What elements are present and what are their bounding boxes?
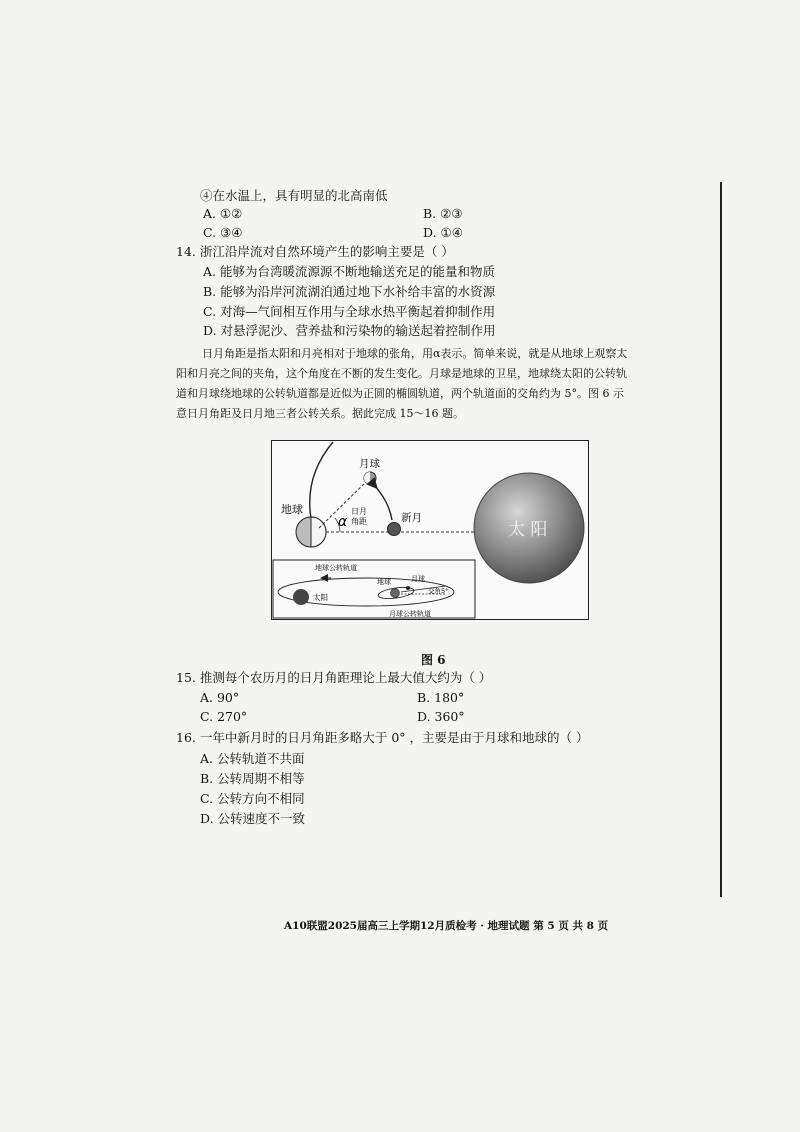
inset-earth-label: 地球 <box>377 578 391 586</box>
q14-option-b: B. 能够为沿岸河流湖泊通过地下水补给丰富的水资源 <box>203 284 496 299</box>
q13-option-d: D. ①④ <box>423 225 463 240</box>
passage-line-4: 意日月角距及日月地三者公转关系。据此完成 15～16 题。 <box>176 407 464 420</box>
sun-label: 太 阳 <box>508 520 548 540</box>
q14-option-d: D. 对悬浮泥沙、营养盐和污染物的输送起着控制作用 <box>203 323 496 338</box>
inset-moon-icon <box>406 586 410 590</box>
figure-6-diagram <box>271 440 589 620</box>
inset-earth-orbit-label: 地球公转轨道 <box>315 564 357 572</box>
q15-option-d: D. 360° <box>417 709 465 724</box>
inset-angle-label: 交角5° <box>428 587 449 595</box>
q14-option-c: C. 对海—气间相互作用与全球水热平衡起着抑制作用 <box>203 304 496 319</box>
q15-option-b: B. 180° <box>417 690 465 705</box>
inset-earth-icon <box>391 589 400 598</box>
page-footer: A10联盟2025届高三上学期12月质检考 · 地理试题 第 5 页 共 8 页 <box>284 920 609 932</box>
reading-passage <box>176 344 712 424</box>
passage-line-1: 日月角距是指太阳和月亮相对于地球的张角，用α表示。简单来说，就是从地球上观察太 <box>202 347 628 360</box>
q14-stem: 14. 浙江沿岸流对自然环境产生的影响主要是（ ） <box>176 244 454 259</box>
q16-option-a: A. 公转轨道不共面 <box>200 751 305 766</box>
q16-option-c: C. 公转方向不相同 <box>200 791 305 806</box>
q16-option-d: D. 公转速度不一致 <box>200 811 306 826</box>
q15-option-c: C. 270° <box>200 709 248 724</box>
inset-moon-orbit-label: 月球公转轨道 <box>389 610 431 618</box>
right-margin-rule <box>720 182 722 897</box>
new-moon-icon <box>388 523 401 536</box>
earth-label: 地球 <box>281 503 303 516</box>
q13-item-4: ④在水温上，具有明显的北高南低 <box>200 188 388 203</box>
alpha-symbol: α <box>338 514 348 530</box>
inset-sun-label: 太阳 <box>313 593 328 602</box>
passage-line-2: 阳和月亮之间的夹角，这个角度在不断的发生变化。月球是地球的卫星，地球绕太阳的公转轨 <box>176 367 627 380</box>
q16-stem: 16. 一年中新月时的日月角距多略大于 0° ，主要是由于月球和地球的（ ） <box>176 730 589 745</box>
q13-option-c: C. ③④ <box>203 225 243 240</box>
angle-label-line-1: 日月 <box>351 507 367 516</box>
earth-icon <box>296 517 326 547</box>
q14-option-a: A. 能够为台湾暖流源源不断地输送充足的能量和物质 <box>203 264 495 279</box>
moon-icon <box>364 472 376 484</box>
angle-label-line-2: 角距 <box>351 517 367 526</box>
new-moon-label: 新月 <box>401 512 422 524</box>
q16-option-b: B. 公转周期不相等 <box>200 771 305 786</box>
inset-sun-icon <box>293 589 309 605</box>
q13-option-b: B. ②③ <box>423 206 463 221</box>
q13-option-a: A. ①② <box>203 206 243 221</box>
inset-diagram <box>273 560 475 618</box>
inset-moon-label: 月球 <box>411 575 425 583</box>
q15-stem: 15. 推测每个农历月的日月角距理论上最大值大约为（ ） <box>176 670 492 685</box>
passage-line-3: 道和月球绕地球的公转轨道都是近似为正圆的椭圆轨道，两个轨道面的交角约为 5°。图 6 示 <box>176 387 624 400</box>
moon-label: 月球 <box>359 458 380 470</box>
q15-option-a: A. 90° <box>200 690 240 705</box>
figure-caption: 图 6 <box>421 653 446 667</box>
